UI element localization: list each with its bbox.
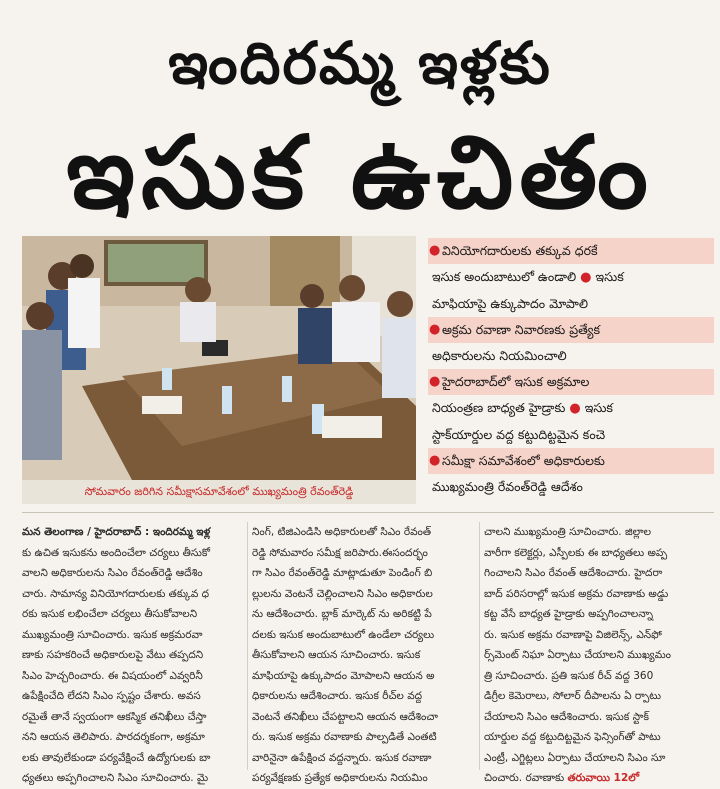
bullet-dot-icon: ● bbox=[429, 453, 441, 468]
section-divider bbox=[22, 512, 714, 513]
article-line: రమైతే తానే స్వయంగా ఆకస్మిక తనిఖీలు చేస్తా bbox=[22, 710, 207, 723]
article-line: యార్డుల వద్ద కట్టుదిట్టమైన ఫెన్సింగ్‌తో పాటు bbox=[484, 731, 661, 743]
article-line: రు. ఇసుక అక్రమ రవాణాకు పాల్పడితే ఎంతటి bbox=[252, 731, 437, 743]
article-line: డిగ్రీల కెమెరాలు, సోలార్ దీపాలను ఏ ర్పాటు bbox=[484, 690, 661, 702]
article-line: దలకు ఇసుక అందుబాటులో ఉండేలా చర్యలు bbox=[252, 628, 435, 641]
highlights-list bbox=[428, 238, 714, 500]
article-line: చేయాలని సిఎం ఆదేశించారు. ఇసుక స్టాక్ bbox=[484, 710, 649, 723]
article-line: ఉపేక్షించేది లేదని సిఎం స్పష్టం చేశారు. అవస bbox=[22, 690, 201, 702]
article-line: చారు. సామాన్య వినియోగదారులకు తక్కువ ధ bbox=[22, 587, 210, 600]
article-line: ముఖ్యమంత్రి సూచించారు. ఇసుక అక్రమరవా bbox=[22, 628, 203, 641]
article-line: మన తెలంగాణ / హైదరాబాద్ : ఇందిరమ్మ ఇళ్ల bbox=[22, 526, 211, 538]
article-line: త్రి సూచించారు. ప్రతి ఇసుక రీచ్ వద్ద 360 bbox=[484, 669, 654, 682]
article-line: ధికారులను ఆదేశించారు. ఇసుక రీచ్‌ల వద్ద bbox=[252, 690, 423, 702]
bullet-dot-icon: ● bbox=[429, 322, 441, 337]
headline-line-1: ఇందిరమ్మ ఇళ్లకు bbox=[168, 29, 552, 97]
bullet-3-line-1: ● అక్రమ రవాణా నివారణకు ప్రత్యేక bbox=[428, 317, 714, 343]
article-line: గా సిఎం రేవంత్‌రెడ్డి మాట్లాడుతూ పెండింగ్ బి bbox=[252, 567, 433, 579]
article-line: ధ్యతలు అప్పగించాలని సిఎం సూచించారు. మై bbox=[22, 772, 209, 784]
photo-caption: సోమవారం జరిగిన సమీక్షాసమావేశంలో ముఖ్యమంత్రి రేవంత్‌రెడ్డి bbox=[22, 480, 416, 504]
column-divider bbox=[247, 522, 248, 770]
article-column-1 bbox=[22, 522, 244, 789]
article-line: బాద్ పరిసరాల్లో ఇసుక అక్రమ రవాణాకు అడ్డు bbox=[484, 587, 669, 600]
bullet-dot-icon: ● bbox=[429, 243, 441, 258]
bullet-4-line-2: నియంత్రణ బాధ్యత హైడ్రాకు ● ఇసుక bbox=[432, 400, 613, 416]
bullet-4-line-1: ● హైదరాబాద్‌లో ఇసుక అక్రమాల bbox=[428, 369, 714, 395]
article-line: వారినైనా ఉపేక్షించ వద్దన్నారు. ఇసుక రవాణా bbox=[252, 751, 432, 764]
bullet-dot-icon: ● bbox=[429, 374, 441, 389]
article-line: పర్యవేక్షణకు ప్రత్యేక అధికారులను నియమిం bbox=[252, 772, 428, 784]
article-line: చాలని ముఖ్యమంత్రి సూచించారు. జిల్లాల bbox=[484, 526, 652, 538]
article-line: కట్ట వేసే బాధ్యత హైడ్రాకు అప్పగించాలన్నా bbox=[484, 608, 653, 620]
article-line: నింగ్, టిజిఎండిసి అధికారులతో సిఎం రేవంత్ bbox=[252, 526, 432, 538]
article-line: సిఎం హెచ్చరించారు. ఈ విషయంలో ఎవ్వరినీ bbox=[22, 669, 203, 682]
article-column-3 bbox=[484, 522, 706, 789]
column-divider bbox=[479, 522, 480, 770]
article-line: ఎంట్రీ, ఎగ్జిట్లలు ఏర్పాటు చేయాలని సిఎం సూ bbox=[484, 751, 666, 764]
article-line: రకు ఇసుక లభించేలా చర్యలు తీసుకోవాలని bbox=[22, 608, 198, 620]
article-line: ల్లులను వెంటనే చెల్లించాలని సిఎం అధికారుల bbox=[252, 587, 433, 600]
bullet-3-line-2: అధికారులను నియమించాలి bbox=[432, 348, 567, 363]
headline-line-2: ఇసుక ఉచితం bbox=[66, 114, 654, 231]
bullet-1-line-2: ఇసుక అందుబాటులో ఉండాలి ● ఇసుక bbox=[432, 269, 624, 285]
continued-on-page-label[interactable]: తరువాయి 12లో bbox=[567, 772, 640, 784]
article-line: వారీగా కలెక్టర్లు, ఎస్పీలకు ఈ బాధ్యతలు అప్ప bbox=[484, 546, 668, 559]
bullet-6-line-2: ముఖ్యమంత్రి రేవంత్‌రెడ్డి ఆదేశం bbox=[432, 479, 583, 494]
article-line: నని ఆయన తెలిపారు. పారదర్శకంగా, అక్రమా bbox=[22, 731, 205, 743]
article-line: ర్స్‌మెంట్ నిఘా ఏర్పాటు చేయాలని ముఖ్యమం bbox=[484, 649, 671, 661]
article-line: గించాలని సిఎం రేవంత్ ఆదేశించారు. హైదరా bbox=[484, 567, 663, 579]
bullet-5-line-1: స్టాక్‌యార్డుల వద్ద కట్టుదిట్టమైన కంచె bbox=[432, 427, 606, 442]
article-line: వాలని అధికారులను సిఎం రేవంత్‌రెడ్డి ఆదేశిం bbox=[22, 567, 203, 579]
article-line: లకు తావులేకుండా పర్యవేక్షించే ఉద్యోగులకు బా bbox=[22, 751, 211, 764]
article-column-2 bbox=[252, 522, 474, 789]
article-line: తీసుకోవాలని ఆయన సూచించారు. ఇసుక bbox=[252, 649, 421, 661]
article-line: రు. ఇసుక అక్రమ రవాణాపై విజిలెన్స్, ఎన్‌ఫో bbox=[484, 628, 662, 641]
meeting-photo bbox=[22, 236, 416, 480]
article-line: ను ఆదేశించారు. బ్లాక్ మార్కెట్ ను అరికట్టి పే bbox=[252, 608, 432, 620]
bullet-6-line-1: ● సమీక్షా సమావేశంలో అధికారులకు bbox=[428, 448, 714, 474]
article-line: రెడ్డి సోమవారం సమీక్ష జరిపారు.ఈసందర్భం bbox=[252, 546, 428, 559]
bullet-2-line-1: మాఫియాపై ఉక్కుపాదం మోపాలి bbox=[432, 296, 588, 311]
article-line: కు ఉచిత ఇసుకను అందించేలా చర్యలు తీసుకో bbox=[22, 546, 210, 559]
meeting-photo-illustration bbox=[22, 236, 416, 480]
article-line-last: చించారు. రవాణాకు తరువాయి 12లో bbox=[484, 772, 640, 784]
bullet-dot-icon: ● bbox=[569, 401, 581, 416]
article-line: మాఫియాపై ఉక్కుపాదం మోపాలని ఆయన అ bbox=[252, 669, 435, 682]
article-line: ణాకు సహకరించే అధికారులపై వేటు తప్పదని bbox=[22, 649, 204, 661]
bullet-dot-icon: ● bbox=[580, 270, 592, 285]
bullet-1-line-1: ● వినియోగదారులకు తక్కువ ధరకే bbox=[428, 238, 714, 264]
article-line: వెంటనే తనిఖీలు చేపట్టాలని ఆయన ఆదేశించా bbox=[252, 710, 438, 723]
